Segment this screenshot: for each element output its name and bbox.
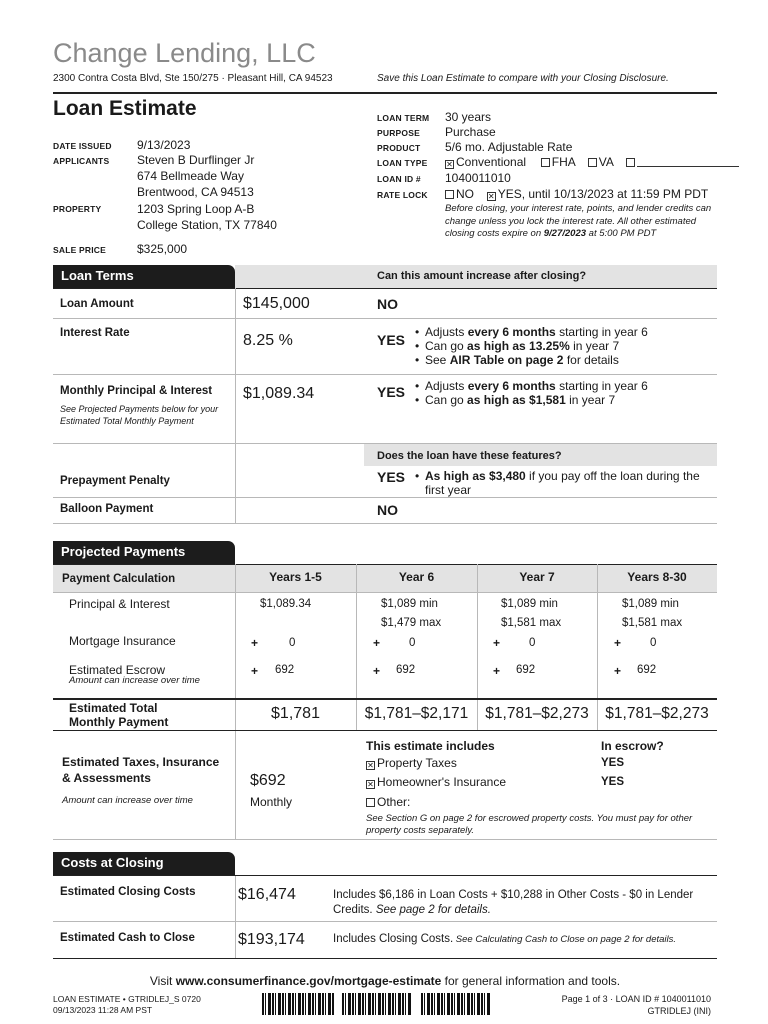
increase-question: Can this amount increase after closing?: [377, 270, 587, 282]
rate-lock-yes-label: YES, until 10/13/2023 at 11:59 PM PDT: [497, 187, 709, 201]
escrow-footnote: See Section G on page 2 for escrowed property costs. You must pay for other property costs separately.: [366, 813, 693, 836]
save-note: Save this Loan Estimate to compare with your Closing Disclosure.: [377, 73, 669, 84]
purpose-label: PURPOSE: [377, 128, 420, 138]
plus-sign: +: [373, 664, 381, 678]
escrow-value: 692: [275, 664, 295, 676]
balloon-payment-label: Balloon Payment: [60, 503, 154, 515]
total-payment-label-1: Estimated Total: [69, 701, 158, 715]
closing-rule: [53, 875, 717, 876]
escrow-note: Amount can increase over time: [69, 675, 200, 686]
document-title: Loan Estimate: [53, 97, 197, 120]
pi-max-value: $1,581 max: [622, 617, 683, 629]
row-rule: [53, 592, 717, 593]
other-loan-type-line: [637, 166, 739, 167]
footer-visit-a: Visit: [149, 974, 176, 988]
footer-visit-b: for general information and tools.: [441, 974, 621, 988]
homeowners-insurance-escrow: YES: [601, 776, 625, 788]
va-label: VA: [598, 155, 614, 169]
total-payment-label-2: Monthly Payment: [69, 715, 169, 729]
mi-value: 0: [650, 637, 657, 649]
other-label: Other:: [377, 795, 411, 809]
closing-costs-value: $16,474: [238, 886, 296, 903]
pi-value: $1,089 min: [381, 598, 438, 610]
prepayment-details: [413, 469, 717, 497]
monthly-pi-answer: YES: [377, 384, 406, 400]
escrow-value: 692: [516, 664, 536, 676]
rate-lock-note-a: Before closing, your interest rate, points, and lender credits can change unless you lock the interest rate.: [445, 203, 712, 227]
pi-max-value: $1,479 max: [381, 617, 442, 629]
taxes-amount: $692: [250, 772, 286, 789]
interest-rate-value: 8.25 %: [243, 332, 293, 349]
other-item: [366, 795, 410, 809]
other-checkbox[interactable]: [366, 798, 375, 807]
applicant-address-2: Brentwood, CA 94513: [137, 185, 254, 199]
list-item: • Can go as high as $1,581 in year 7: [413, 393, 717, 407]
form-id: LOAN ESTIMATE • GTRIDLEJ_S 0720: [53, 994, 201, 1004]
mi-value: 0: [529, 637, 536, 649]
rate-lock-label: RATE LOCK: [377, 190, 428, 200]
product-value: 5/6 mo. Adjustable Rate: [445, 140, 573, 154]
escrow-value: 692: [396, 664, 416, 676]
property-label: PROPERTY: [53, 204, 102, 214]
closing-costs-desc-b: See page 2 for details.: [372, 904, 491, 916]
date-issued-value: 9/13/2023: [137, 138, 191, 152]
prepayment-penalty-answer: YES: [377, 469, 406, 485]
loan-amount-answer: NO: [377, 296, 398, 312]
fha-checkbox[interactable]: [541, 158, 550, 167]
closing-divider: [235, 876, 236, 958]
projected-payments-tab: Projected Payments: [53, 541, 235, 564]
sale-price-label: SALE PRICE: [53, 245, 107, 255]
applicant-name: Steven B Durflinger Jr: [137, 153, 255, 167]
form-code: GTRIDLEJ (INI): [647, 1006, 711, 1016]
list-item: • As high as $3,480 if you pay off the loan during the first year: [413, 469, 717, 497]
pi-value: $1,089.34: [260, 598, 312, 610]
total-payment-value: $1,781: [271, 705, 320, 722]
applicant-address-1: 674 Bellmeade Way: [137, 169, 244, 183]
monthly-pi-label: Monthly Principal & Interest: [60, 385, 213, 397]
principal-interest-label: Principal & Interest: [69, 597, 170, 611]
row-rule: [53, 921, 717, 922]
barcode: [342, 993, 412, 1015]
interest-rate-details: [413, 325, 717, 367]
row-rule: [53, 839, 717, 840]
product-label: PRODUCT: [377, 143, 421, 153]
loan-term-label: LOAN TERM: [377, 113, 430, 123]
mortgage-insurance-label: Mortgage Insurance: [69, 634, 176, 648]
column-header: Year 7: [519, 570, 555, 584]
list-item: • Adjusts every 6 months starting in year 6: [413, 325, 717, 339]
barcode: [421, 993, 491, 1015]
property-taxes-checkbox[interactable]: ✕: [367, 761, 374, 770]
interest-rate-label: Interest Rate: [60, 327, 130, 339]
rate-lock-no-checkbox[interactable]: [445, 190, 454, 199]
escrow-value: 692: [637, 664, 657, 676]
estimated-escrow-label: Estimated Escrow: [69, 663, 166, 677]
monthly-pi-value: $1,089.34: [243, 385, 315, 402]
closing-costs-desc: [333, 888, 708, 918]
taxes-label-1: Estimated Taxes, Insurance: [62, 755, 220, 769]
balloon-payment-answer: NO: [377, 502, 398, 518]
sale-price-value: $325,000: [137, 242, 188, 256]
list-item: • Adjusts every 6 months starting in year 6: [413, 379, 717, 393]
plus-sign: +: [493, 636, 501, 650]
cfpb-link[interactable]: www.consumerfinance.gov/mortgage-estimate: [175, 974, 442, 988]
rate-lock-note-c: at 5:00 PM PDT: [588, 228, 657, 239]
property-taxes-escrow: YES: [601, 757, 625, 769]
property-taxes-item: [366, 756, 457, 770]
plus-sign: +: [614, 636, 622, 650]
homeowners-insurance-label: Homeowner's Insurance: [377, 775, 507, 789]
mi-value: 0: [289, 637, 296, 649]
plus-sign: +: [493, 664, 501, 678]
pi-max-value: $1,581 max: [501, 617, 562, 629]
pi-value: $1,089 min: [501, 598, 558, 610]
homeowners-insurance-checkbox[interactable]: ✕: [367, 780, 374, 789]
loan-id-value: 1040011010: [445, 171, 511, 185]
loan-terms-tab: Loan Terms: [53, 265, 235, 288]
loan-terms-rule: [53, 288, 717, 289]
taxes-divider: [235, 731, 236, 839]
rate-lock-no-label: NO: [456, 187, 474, 201]
projected-rule: [53, 564, 717, 565]
page-number: Page 1 of 3 · LOAN ID # 1040011010: [561, 994, 711, 1004]
rate-lock-options: [445, 187, 708, 201]
features-question: Does the loan have these features?: [377, 450, 562, 462]
purpose-value: Purchase: [445, 125, 496, 139]
header-rule: [53, 92, 717, 94]
barcode: [262, 993, 334, 1015]
monthly-pi-details: [413, 379, 717, 407]
closing-costs-label: Estimated Closing Costs: [60, 886, 196, 898]
plus-sign: +: [251, 636, 259, 650]
in-escrow-label: In escrow?: [601, 739, 664, 753]
loan-type-options: [445, 155, 739, 169]
rate-lock-note-b: All other estimated closing costs expire on: [445, 215, 697, 239]
date-issued-label: DATE ISSUED: [53, 141, 112, 151]
lender-address: 2300 Contra Costa Blvd, Ste 150/275 · Pleasant Hill, CA 94523: [53, 73, 333, 84]
applicants-label: APPLICANTS: [53, 156, 110, 166]
list-item: • Can go as high as 13.25% in year 7: [413, 339, 717, 353]
cash-to-close-label: Estimated Cash to Close: [60, 932, 195, 944]
property-address-1: 1203 Spring Loop A-B: [137, 202, 255, 216]
footer-visit: [53, 974, 717, 988]
homeowners-insurance-item: [366, 775, 506, 789]
fha-label: FHA: [551, 155, 576, 169]
conventional-label: Conventional: [456, 155, 527, 169]
row-rule: [53, 730, 717, 731]
va-checkbox[interactable]: [588, 158, 597, 167]
loan-term-value: 30 years: [445, 110, 492, 124]
footer-timestamp: 09/13/2023 11:28 AM PST: [53, 1005, 153, 1015]
row-rule: [53, 374, 717, 375]
costs-at-closing-tab: Costs at Closing: [53, 852, 235, 875]
loan-amount-label: Loan Amount: [60, 298, 134, 310]
row-rule: [53, 958, 717, 959]
rate-lock-note-date: 9/27/2023: [543, 228, 587, 239]
loan-id-label: LOAN ID #: [377, 174, 421, 184]
other-loan-type-checkbox[interactable]: [626, 158, 635, 167]
cash-to-close-desc-b: See Calculating Cash to Close on page 2 for details.: [453, 934, 677, 945]
prepayment-penalty-label: Prepayment Penalty: [60, 475, 170, 487]
total-payment-value: $1,781–$2,273: [485, 705, 589, 722]
mi-value: 0: [409, 637, 416, 649]
cash-to-close-value: $193,174: [238, 931, 305, 948]
pi-value: $1,089 min: [622, 598, 679, 610]
includes-label: This estimate includes: [366, 739, 495, 753]
loan-amount-value: $145,000: [243, 295, 310, 312]
row-rule: [53, 497, 717, 498]
closing-costs-desc-a: Includes $6,186 in Loan Costs + $10,288 in Other Costs - $0 in Lender Credits.: [333, 889, 694, 916]
row-rule: [53, 523, 717, 524]
monthly-pi-note: See Projected Payments below for your Estimated Total Monthly Payment: [60, 404, 219, 426]
total-payment-value: $1,781–$2,171: [364, 705, 469, 722]
list-item: • See AIR Table on page 2 for details: [413, 353, 717, 367]
plus-sign: +: [614, 664, 622, 678]
total-rule: [53, 698, 717, 700]
taxes-label-2: & Assessments: [62, 771, 151, 785]
property-taxes-label: Property Taxes: [377, 756, 457, 770]
plus-sign: +: [251, 664, 259, 678]
payment-calculation-label: Payment Calculation: [62, 573, 176, 585]
rate-lock-note: [445, 203, 717, 241]
taxes-note: Amount can increase over time: [62, 795, 193, 806]
loan-type-label: LOAN TYPE: [377, 158, 428, 168]
column-header: Years 1-5: [269, 570, 322, 584]
conventional-checkbox[interactable]: ✕: [446, 160, 453, 169]
column-header: Years 8-30: [627, 570, 687, 584]
lender-name: Change Lending, LLC: [53, 38, 316, 68]
rate-lock-yes-checkbox[interactable]: ✕: [487, 192, 495, 201]
interest-rate-answer: YES: [377, 332, 406, 348]
cash-to-close-desc-a: Includes Closing Costs.: [333, 933, 454, 945]
column-header: Year 6: [398, 570, 435, 584]
total-payment-value: $1,781–$2,273: [605, 705, 709, 722]
property-address-2: College Station, TX 77840: [137, 218, 277, 232]
plus-sign: +: [373, 636, 381, 650]
cash-to-close-desc: [333, 933, 713, 945]
taxes-period: Monthly: [250, 795, 293, 809]
row-rule: [53, 318, 717, 319]
